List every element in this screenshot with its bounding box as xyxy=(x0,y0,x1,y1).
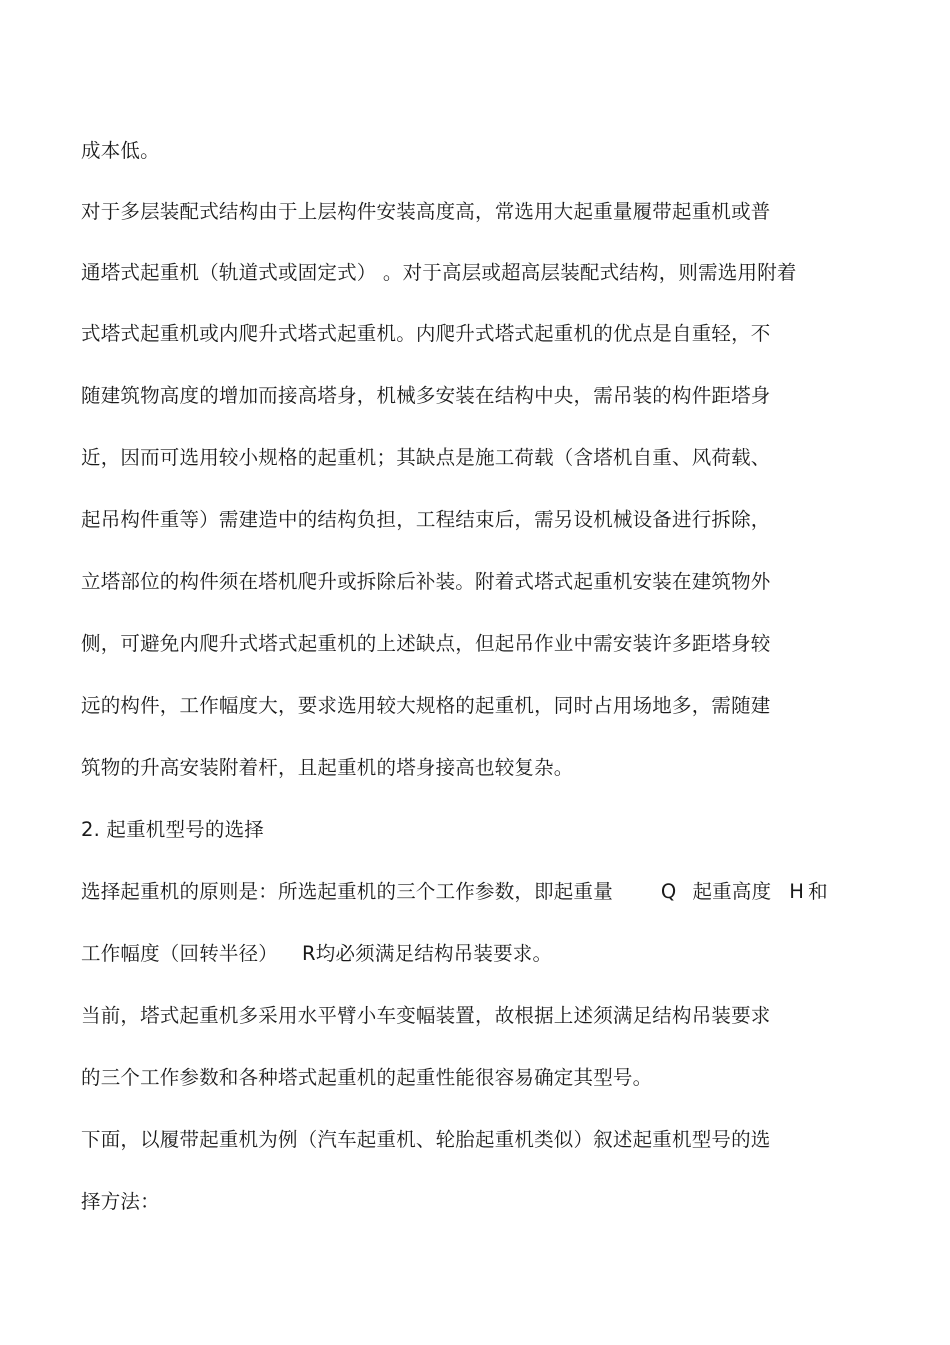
text-line: 侧，可避免内爬升式塔式起重机的上述缺点，但起吊作业中需安装许多距塔身较 xyxy=(81,632,771,655)
param-q: Q xyxy=(660,880,677,903)
text-segment: 起重高度 xyxy=(692,880,772,903)
param-r: R xyxy=(302,942,316,965)
text-line: 立塔部位的构件须在塔机爬升或拆除后补装。附着式塔式起重机安装在建筑物外 xyxy=(81,570,771,593)
text-segment: 选择起重机的原则是：所选起重机的三个工作参数，即起重量 xyxy=(81,880,613,903)
text-line: 式塔式起重机或内爬升式塔式起重机。内爬升式塔式起重机的优点是自重轻，不 xyxy=(81,322,771,345)
text-line: 近，因而可选用较小规格的起重机；其缺点是施工荷载（含塔机自重、风荷载、 xyxy=(81,446,771,469)
text-line: 对于多层装配式结构由于上层构件安装高度高，常选用大起重量履带起重机或普 xyxy=(81,200,771,223)
text-line-with-params xyxy=(81,880,828,904)
text-line: 成本低。 xyxy=(81,139,160,162)
text-line: 随建筑物高度的增加而接高塔身，机械多安装在结构中央，需吊装的构件距塔身 xyxy=(81,384,771,407)
text-segment: 和 xyxy=(808,880,828,903)
text-line: 下面，以履带起重机为例（汽车起重机、轮胎起重机类似）叙述起重机型号的选 xyxy=(81,1128,771,1151)
text-segment: 均必须满足结构吊装要求。 xyxy=(315,942,553,965)
text-line: 远的构件，工作幅度大，要求选用较大规格的起重机，同时占用场地多，需随建 xyxy=(81,694,771,717)
text-line: 当前，塔式起重机多采用水平臂小车变幅装置，故根据上述须满足结构吊装要求 xyxy=(81,1004,771,1027)
text-line: 通塔式起重机（轨道式或固定式） 。对于高层或超高层装配式结构，则需选用附着 xyxy=(81,261,797,284)
section-heading: 2. 起重机型号的选择 xyxy=(81,818,265,841)
text-line-with-params xyxy=(81,942,552,966)
text-line: 的三个工作参数和各种塔式起重机的起重性能很容易确定其型号。 xyxy=(81,1066,653,1089)
text-line: 筑物的升高安装附着杆，且起重机的塔身接高也较复杂。 xyxy=(81,756,574,779)
text-line: 起吊构件重等）需建造中的结构负担，工程结束后，需另设机械设备进行拆除， xyxy=(81,508,771,531)
text-line: 择方法： xyxy=(81,1190,160,1213)
text-segment: 工作幅度（回转半径） xyxy=(81,942,279,965)
param-h: H xyxy=(789,880,805,903)
